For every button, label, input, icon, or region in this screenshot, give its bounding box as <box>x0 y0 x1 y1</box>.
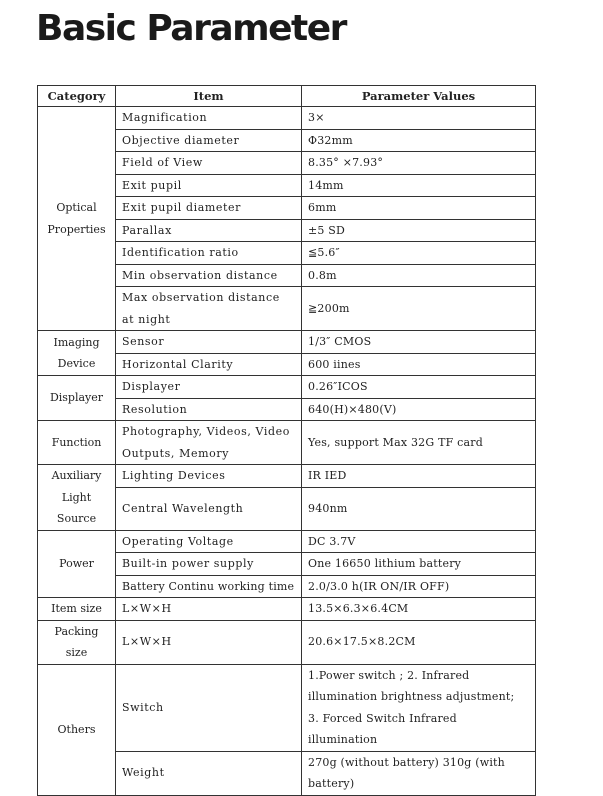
category-cell: Function <box>38 421 116 465</box>
value-cell: 8.35° ×7.93° <box>302 152 536 175</box>
value-cell: Φ32mm <box>302 129 536 152</box>
value-cell: ≦5.6″ <box>302 242 536 265</box>
item-cell: Exit pupil diameter <box>116 197 302 220</box>
item-cell: L×W×H <box>116 598 302 621</box>
item-cell: Resolution <box>116 398 302 421</box>
item-cell: Sensor <box>116 331 302 354</box>
header-category: Category <box>38 86 116 107</box>
value-cell: Yes, support Max 32G TF card <box>302 421 536 465</box>
table-row <box>38 530 536 553</box>
item-cell: Battery Continu working time <box>116 575 302 598</box>
value-cell: 940nm <box>302 487 536 530</box>
item-cell: Built-in power supply <box>116 553 302 576</box>
item-cell: Switch <box>116 664 302 751</box>
value-cell: 3× <box>302 107 536 130</box>
category-cell: Item size <box>38 598 116 621</box>
value-cell: 0.8m <box>302 264 536 287</box>
table-row <box>38 107 536 130</box>
page-title: Basic Parameter <box>36 8 346 49</box>
item-cell: Identification ratio <box>116 242 302 265</box>
value-cell: 270g (without battery) 310g (with battery) <box>302 751 536 795</box>
category-cell: Auxiliary Light Source <box>38 465 116 531</box>
category-cell: Displayer <box>38 376 116 421</box>
item-cell: Weight <box>116 751 302 795</box>
category-cell: Packing size <box>38 620 116 664</box>
item-cell: Objective diameter <box>116 129 302 152</box>
category-cell: Others <box>38 664 116 795</box>
item-cell: Min observation distance <box>116 264 302 287</box>
item-cell: Field of View <box>116 152 302 175</box>
value-cell: 6mm <box>302 197 536 220</box>
value-cell: 14mm <box>302 174 536 197</box>
table-row <box>38 376 536 399</box>
value-cell: ≧200m <box>302 287 536 331</box>
value-cell: 1/3″ CMOS <box>302 331 536 354</box>
table-row <box>38 465 536 488</box>
item-cell: Lighting Devices <box>116 465 302 488</box>
value-cell: 13.5×6.3×6.4CM <box>302 598 536 621</box>
table-row <box>38 421 536 465</box>
value-cell: IR IED <box>302 465 536 488</box>
value-cell: 20.6×17.5×8.2CM <box>302 620 536 664</box>
item-cell: Max observation distance at night <box>116 287 302 331</box>
value-cell: One 16650 lithium battery <box>302 553 536 576</box>
value-cell: 2.0/3.0 h(IR ON/IR OFF) <box>302 575 536 598</box>
table-row <box>38 620 536 664</box>
item-cell: Magnification <box>116 107 302 130</box>
value-cell: DC 3.7V <box>302 530 536 553</box>
item-cell: Central Wavelength <box>116 487 302 530</box>
category-cell: Power <box>38 530 116 598</box>
item-cell: Horizontal Clarity <box>116 353 302 376</box>
item-cell: Exit pupil <box>116 174 302 197</box>
value-cell: 640(H)×480(V) <box>302 398 536 421</box>
parameter-table <box>37 85 536 796</box>
value-cell: 0.26″ICOS <box>302 376 536 399</box>
item-cell: Photography, Videos, Video Outputs, Memory <box>116 421 302 465</box>
category-cell: Optical Properties <box>38 107 116 331</box>
value-cell: 1.Power switch ; 2. Infrared illumination brightness adjustment; 3. Forced Switch Infrared illumination <box>302 664 536 751</box>
item-cell: L×W×H <box>116 620 302 664</box>
item-cell: Displayer <box>116 376 302 399</box>
item-cell: Operating Voltage <box>116 530 302 553</box>
table-row <box>38 598 536 621</box>
item-cell: Parallax <box>116 219 302 242</box>
header-item: Item <box>116 86 302 107</box>
table-header-row <box>38 86 536 107</box>
table-row <box>38 331 536 354</box>
category-cell: Imaging Device <box>38 331 116 376</box>
value-cell: 600 iines <box>302 353 536 376</box>
table-row <box>38 664 536 751</box>
value-cell: ±5 SD <box>302 219 536 242</box>
header-values: Parameter Values <box>302 86 536 107</box>
